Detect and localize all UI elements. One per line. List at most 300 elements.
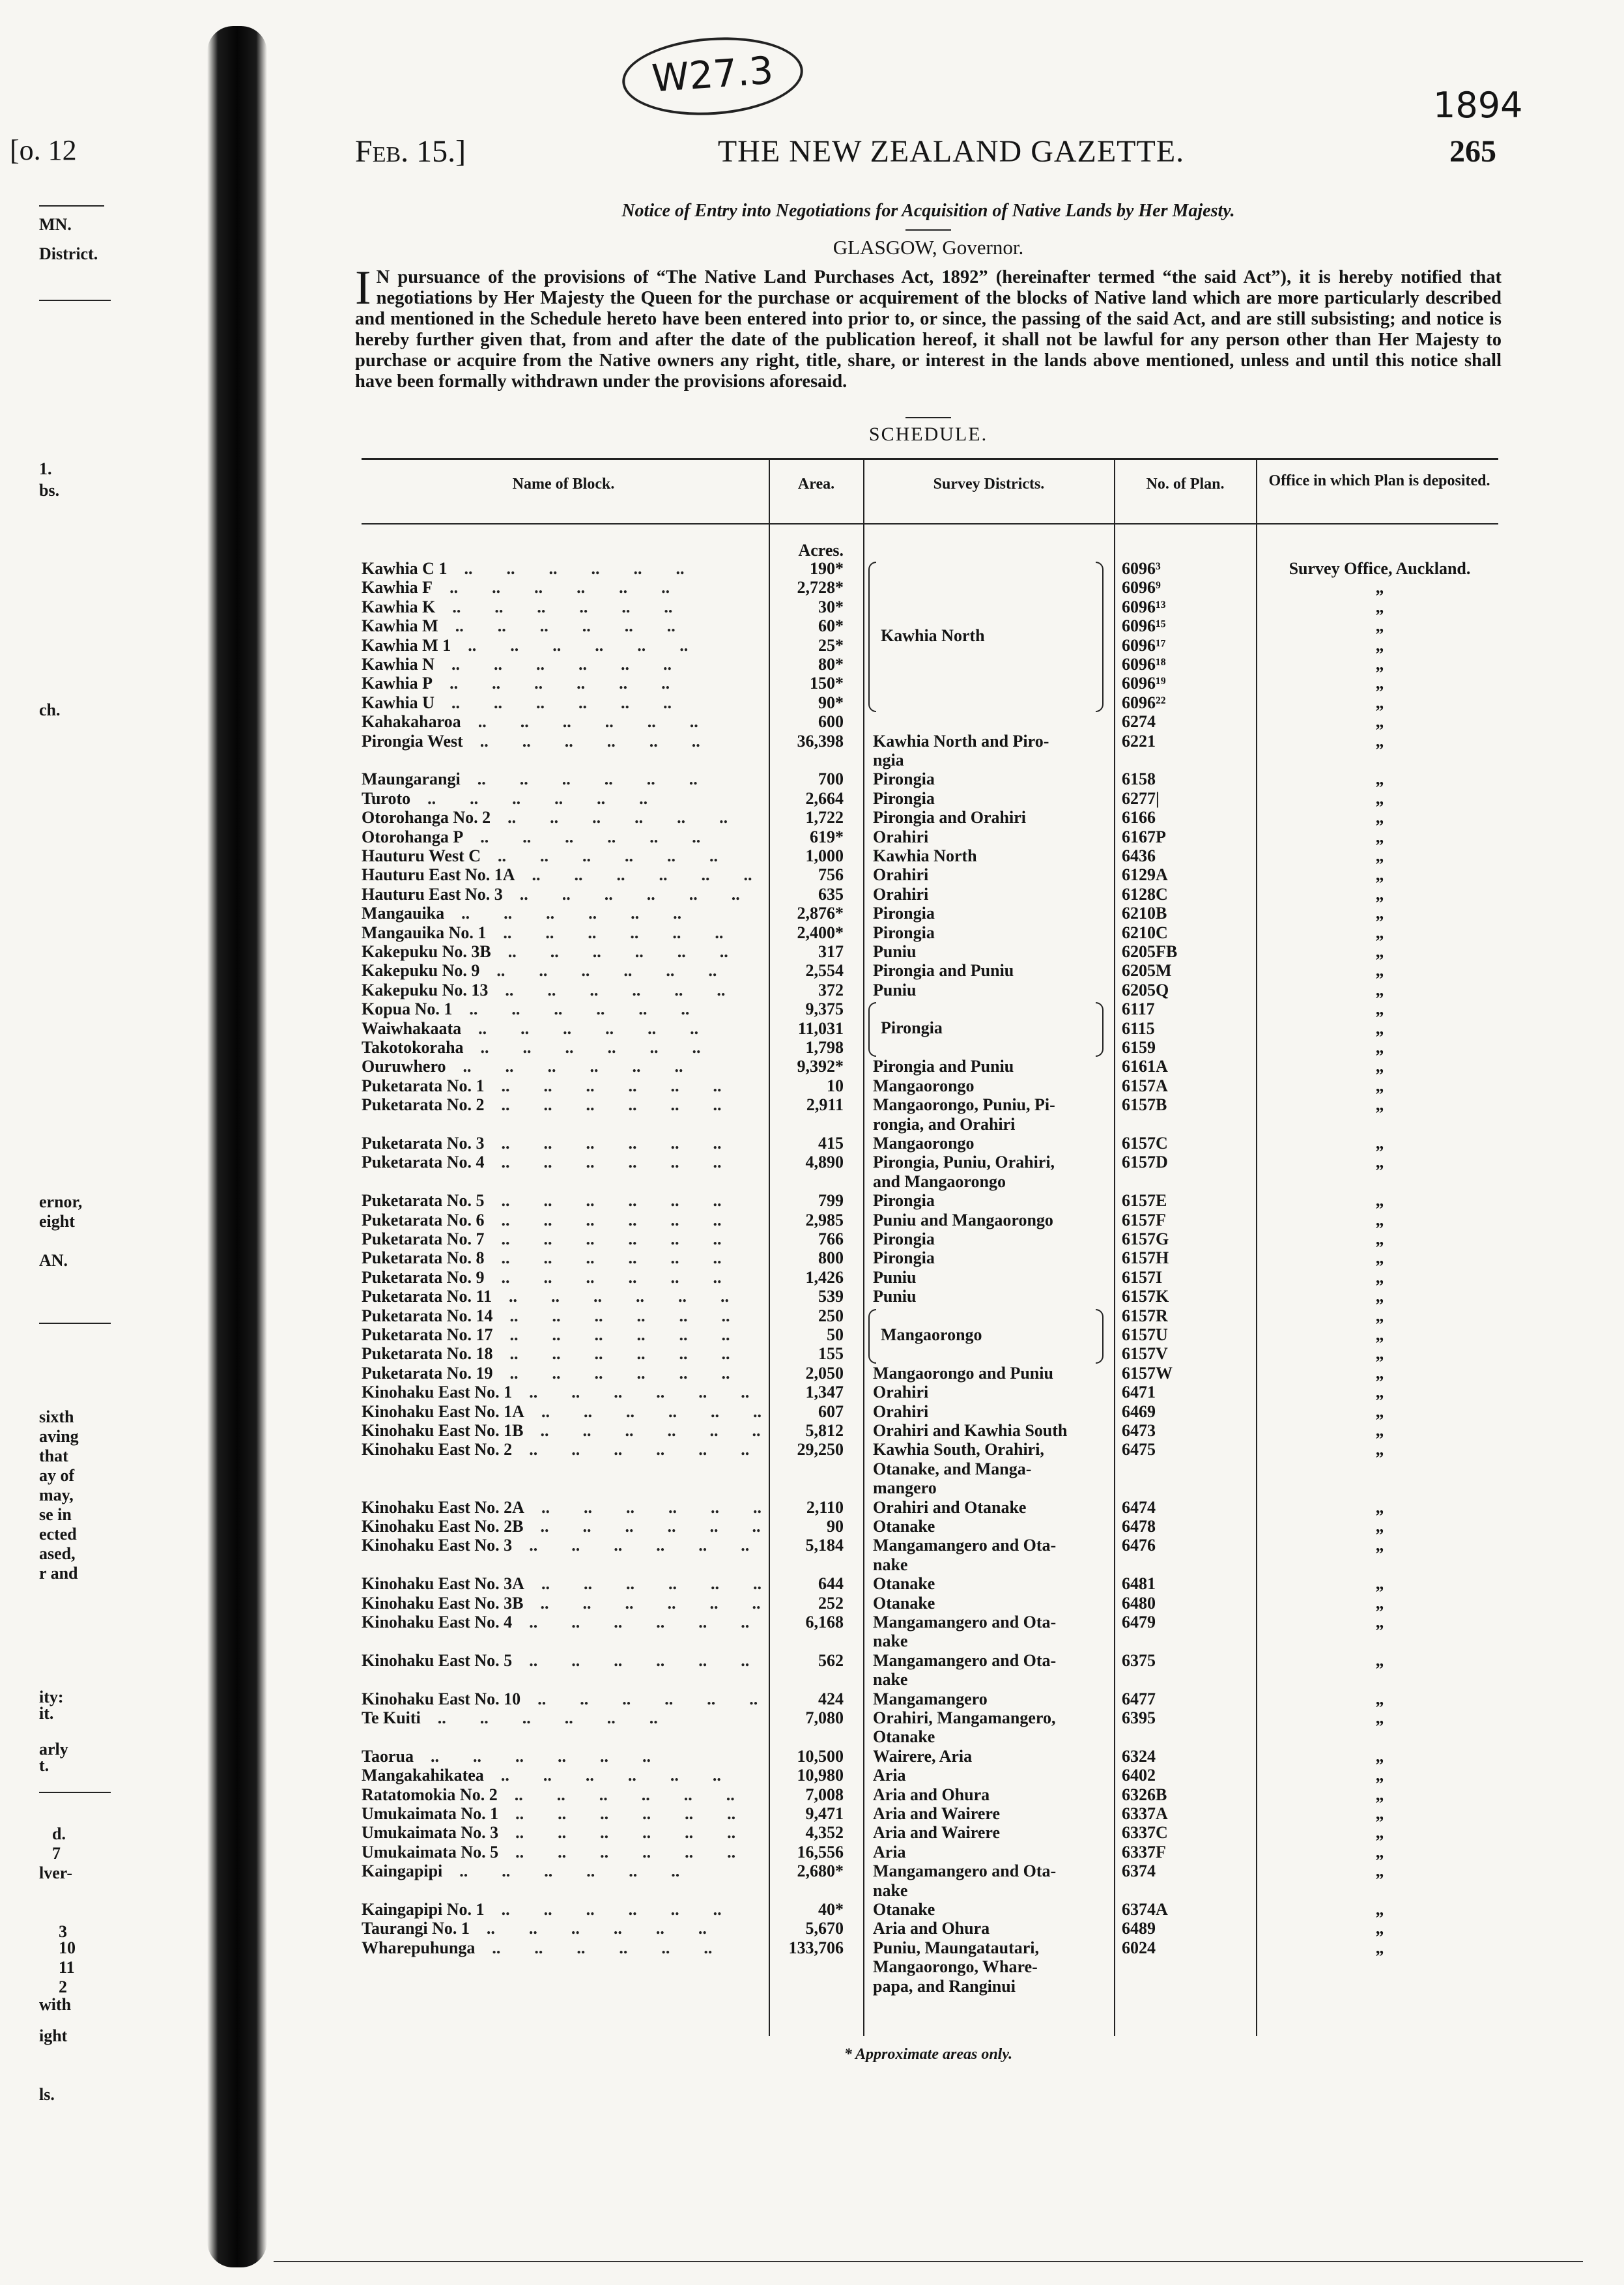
plan-number: 6324 [1122, 1746, 1156, 1766]
block-area: 562 [818, 1650, 844, 1670]
brace-right [1096, 562, 1104, 712]
office-deposited: „ [1375, 1861, 1384, 1881]
office-deposited: „ [1375, 1900, 1384, 1919]
plan-number: 6096¹⁵ [1122, 616, 1166, 636]
block-area: 317 [818, 942, 844, 961]
block-name [362, 1938, 765, 1958]
office-deposited: „ [1375, 1306, 1384, 1325]
survey-district: Kawhia North [873, 846, 977, 865]
office-deposited: „ [1375, 808, 1384, 827]
plan-number: 6205Q [1122, 980, 1169, 999]
plan-number: 6167P [1122, 827, 1166, 846]
office-deposited: „ [1375, 1938, 1384, 1957]
margin-fragment: District. [39, 244, 98, 263]
block-name [362, 808, 765, 827]
plan-number: 6481 [1122, 1574, 1156, 1594]
margin-fragment: AN. [39, 1251, 68, 1270]
office-deposited: „ [1375, 1766, 1384, 1785]
margin-fragment: lver- [39, 1863, 72, 1882]
plan-number: 6277| [1122, 788, 1160, 808]
block-name [362, 961, 765, 981]
survey-district: Puniu [873, 980, 917, 999]
block-name [362, 789, 765, 809]
block-area: 190* [810, 559, 844, 578]
survey-district: Pirongia [873, 1229, 935, 1248]
plan-number: 6480 [1122, 1593, 1156, 1613]
block-name-text: Puketarata No. 18 [362, 1344, 493, 1364]
leader-dots: .. .. .. .. .. .. [486, 923, 724, 942]
block-area: 2,664 [805, 788, 844, 808]
office-deposited: „ [1375, 980, 1384, 999]
block-name [362, 1095, 765, 1115]
office-deposited: „ [1375, 597, 1384, 616]
leader-dots: .. .. .. .. .. .. [484, 1134, 722, 1153]
leader-dots: .. .. .. .. .. .. [483, 1766, 721, 1785]
survey-district: Pirongia and Orahiri [873, 808, 1026, 827]
margin-fragment: may, [39, 1486, 74, 1504]
margin-fragment: arly [39, 1740, 68, 1759]
block-area: 7,080 [805, 1708, 844, 1727]
block-name [362, 1766, 765, 1785]
plan-number: 6489 [1122, 1919, 1156, 1938]
margin-fragment: ay of [39, 1466, 75, 1485]
plan-number: 6157G [1122, 1229, 1169, 1248]
block-name-text: Puketarata No. 3 [362, 1134, 485, 1153]
block-name [362, 1325, 765, 1345]
block-name [362, 1268, 765, 1287]
block-name [362, 904, 765, 923]
survey-district: Orahiri [873, 884, 929, 904]
leader-dots: .. .. .. .. .. .. [463, 731, 700, 751]
survey-district: Otanake [873, 1900, 935, 1919]
survey-district: Orahiri and Kawhia South [873, 1421, 1068, 1440]
block-name [362, 1594, 765, 1613]
block-name-text: Mangakahikatea [362, 1766, 484, 1785]
plan-number: 6157U [1122, 1325, 1168, 1344]
margin-fragment: ected [39, 1525, 77, 1544]
office-deposited: „ [1375, 769, 1384, 789]
block-name [362, 1613, 765, 1632]
block-area: 607 [818, 1401, 844, 1421]
block-name [362, 1517, 765, 1536]
leader-dots: .. .. .. .. .. .. [492, 1344, 730, 1364]
block-area: 30* [818, 597, 844, 616]
block-area: 372 [818, 980, 844, 999]
leader-dots: .. .. .. .. .. .. [497, 1785, 735, 1804]
block-name-text: Kopua No. 1 [362, 999, 453, 1019]
plan-number: 6157R [1122, 1306, 1168, 1325]
block-name [362, 559, 765, 579]
plan-number: 6159 [1122, 1038, 1156, 1057]
header-plan-number: No. of Plan. [1146, 476, 1225, 493]
block-area: 700 [818, 769, 844, 789]
block-name [362, 1689, 765, 1709]
leader-dots: .. .. .. .. .. .. [484, 1153, 722, 1172]
survey-district: nake [873, 1631, 908, 1651]
block-name [362, 1498, 765, 1517]
block-name-text: Wharepuhunga [362, 1938, 476, 1957]
block-name-text: Kawhia K [362, 597, 436, 616]
block-name [362, 1134, 765, 1153]
leader-dots: .. .. .. .. .. .. [512, 1440, 750, 1459]
plan-number: 6210B [1122, 904, 1167, 923]
block-area: 36,398 [797, 731, 844, 751]
table-header-rule [362, 523, 1498, 525]
block-area: 10 [827, 1076, 844, 1095]
office-deposited: „ [1375, 1497, 1384, 1517]
leader-dots: .. .. .. .. .. .. [512, 1613, 750, 1631]
divider [905, 229, 951, 231]
office-deposited: „ [1375, 1076, 1384, 1095]
office-deposited: „ [1375, 1517, 1384, 1536]
plan-number: 6096¹³ [1122, 597, 1166, 616]
survey-district: Otanake [873, 1727, 935, 1747]
block-area: 1,347 [805, 1383, 844, 1402]
block-name-text: Ouruwhero [362, 1057, 446, 1076]
block-name-text: Kinohaku East No. 1A [362, 1401, 524, 1421]
office-deposited: „ [1375, 1823, 1384, 1843]
block-name [362, 732, 765, 751]
block-name-text: Takotokoraha [362, 1038, 464, 1057]
plan-number: 6479 [1122, 1613, 1156, 1631]
plan-number: 6274 [1122, 712, 1156, 732]
header-area: Area. [797, 476, 835, 493]
block-name [362, 1440, 765, 1459]
block-area: 40* [818, 1900, 844, 1919]
office-deposited: „ [1375, 1536, 1384, 1555]
leader-dots: .. .. .. .. .. .. [469, 1919, 707, 1938]
plan-number: 6221 [1122, 731, 1156, 751]
block-name [362, 1861, 765, 1881]
block-area: 644 [818, 1574, 844, 1594]
survey-district: Otanake [873, 1593, 935, 1613]
margin-fragment: ch. [39, 700, 61, 719]
block-name-text: Taurangi No. 1 [362, 1919, 470, 1938]
block-name [362, 1747, 765, 1766]
column-rule [1114, 459, 1115, 2036]
block-name [362, 1651, 765, 1671]
plan-number: 6157C [1122, 1134, 1168, 1153]
leader-dots: .. .. .. .. .. .. [481, 846, 718, 865]
leader-dots: .. .. .. .. .. .. [498, 1804, 736, 1823]
block-area: 150* [810, 674, 844, 693]
leader-dots: .. .. .. .. .. .. [442, 1861, 680, 1881]
block-name-text: Kinohaku East No. 2A [362, 1497, 524, 1517]
block-name [362, 1229, 765, 1249]
block-area: 5,670 [805, 1919, 844, 1938]
plan-number: 6478 [1122, 1517, 1156, 1536]
block-name [362, 712, 765, 732]
block-name [362, 1785, 765, 1805]
block-name-text: Kinohaku East No. 1B [362, 1421, 524, 1440]
block-area: 415 [818, 1134, 844, 1153]
block-name [362, 827, 765, 847]
plan-number: 6096¹⁹ [1122, 674, 1166, 693]
block-area: 6,168 [805, 1613, 844, 1631]
office-deposited: „ [1375, 1248, 1384, 1268]
block-name-text: Puketarata No. 17 [362, 1325, 493, 1344]
block-area: 424 [818, 1689, 844, 1708]
brace-group-label: Kawhia North [881, 625, 985, 645]
margin-fragment: ight [39, 2026, 68, 2045]
office-deposited: „ [1375, 578, 1384, 597]
leader-dots: .. .. .. .. .. .. [484, 1191, 722, 1211]
leader-dots: .. .. .. .. .. .. [492, 1325, 730, 1344]
block-name-text: Waiwhakaata [362, 1018, 462, 1038]
table-top-rule [362, 458, 1498, 460]
margin-fragment: ased, [39, 1544, 76, 1563]
leader-dots: .. .. .. .. .. .. [484, 1210, 722, 1229]
office-deposited: „ [1375, 1229, 1384, 1248]
survey-district: Pirongia [873, 923, 935, 942]
block-area: 766 [818, 1229, 844, 1248]
block-name-text: Taorua [362, 1746, 414, 1766]
block-name [362, 1364, 765, 1383]
survey-district: Mangamangero and Ota- [873, 1650, 1057, 1670]
office-deposited: „ [1375, 865, 1384, 885]
leader-dots: .. .. .. .. .. .. [488, 980, 726, 999]
office-deposited: „ [1375, 1057, 1384, 1076]
leader-dots: .. .. .. .. .. .. [410, 788, 648, 808]
office-deposited: „ [1375, 1804, 1384, 1823]
block-name-text: Maungarangi [362, 769, 461, 789]
survey-district: Aria [873, 1842, 906, 1861]
leader-dots: .. .. .. .. .. .. [524, 1497, 762, 1517]
plan-number: 6205FB [1122, 942, 1178, 961]
office-deposited: „ [1375, 923, 1384, 942]
plan-number: 6157H [1122, 1248, 1169, 1268]
plan-number: 6157V [1122, 1344, 1168, 1364]
plan-number: 6161A [1122, 1057, 1168, 1076]
preamble-paragraph [355, 261, 1502, 392]
survey-district: Kawhia South, Orahiri, [873, 1440, 1044, 1459]
footnote: * Approximate areas only. [844, 2046, 1013, 2063]
block-area: 90 [827, 1517, 844, 1536]
drop-cap: I [355, 261, 371, 315]
office-deposited: „ [1375, 961, 1384, 981]
area-unit: Acres. [798, 541, 844, 560]
block-name [362, 655, 765, 674]
block-name-text: Puketarata No. 11 [362, 1287, 492, 1306]
block-name-text: Kinohaku East No. 1 [362, 1383, 513, 1402]
survey-district: Pirongia [873, 904, 935, 923]
survey-district: Mangaorongo, Whare- [873, 1957, 1038, 1977]
survey-district: Wairere, Aria [873, 1746, 973, 1766]
plan-number: 6157K [1122, 1287, 1169, 1306]
leader-dots: .. .. .. .. .. .. [492, 1287, 730, 1306]
leader-dots: .. .. .. .. .. .. [498, 1842, 736, 1861]
block-name [362, 1019, 765, 1039]
brace-right [1096, 1309, 1104, 1364]
leader-dots: .. .. .. .. .. .. [479, 961, 717, 981]
survey-district: Aria and Ohura [873, 1785, 990, 1804]
plan-number: 6474 [1122, 1497, 1156, 1517]
leader-dots: .. .. .. .. .. .. [484, 1248, 722, 1268]
block-name-text: Puketarata No. 9 [362, 1267, 485, 1287]
block-area: 16,556 [797, 1842, 844, 1861]
leader-dots: .. .. .. .. .. .. [484, 1267, 722, 1287]
office-deposited: „ [1375, 1134, 1384, 1153]
block-name [362, 1038, 765, 1057]
block-area: 2,680* [797, 1861, 844, 1881]
leader-dots: .. .. .. .. .. .. [498, 1823, 736, 1843]
block-name [362, 1057, 765, 1076]
survey-district: and Mangaorongo [873, 1171, 1006, 1191]
leader-dots: .. .. .. .. .. .. [515, 865, 752, 885]
block-name-text: Mangauika No. 1 [362, 923, 487, 942]
block-area: 60* [818, 616, 844, 636]
office-deposited: „ [1375, 1574, 1384, 1594]
survey-district: Pirongia [873, 769, 935, 789]
block-name-text: Puketarata No. 8 [362, 1248, 485, 1268]
block-area: 25* [818, 635, 844, 655]
header-date: Feb. 15.] [355, 134, 466, 169]
survey-district: Mangaorongo, Puniu, Pi- [873, 1095, 1055, 1115]
leader-dots: .. .. .. .. .. .. [512, 1383, 750, 1402]
margin-fragment: 2 [59, 1977, 67, 1996]
block-name [362, 1076, 765, 1096]
block-name-text: Kinohaku East No. 2 [362, 1440, 513, 1459]
plan-number: 6158 [1122, 769, 1156, 789]
block-name-text: Ratatomokia No. 2 [362, 1785, 498, 1804]
leader-dots: .. .. .. .. .. .. [512, 1536, 750, 1555]
plan-number: 6096⁹ [1122, 578, 1161, 597]
block-name-text: Kinohaku East No. 10 [362, 1689, 521, 1708]
block-name [362, 1344, 765, 1364]
office-deposited: Survey Office, Auckland. [1289, 559, 1471, 578]
office-deposited: „ [1375, 712, 1384, 732]
margin-fragment: sixth [39, 1407, 74, 1426]
margin-fragment: d. [52, 1824, 66, 1843]
plan-number: 6128C [1122, 884, 1168, 904]
page-bottom-rule [274, 2261, 1583, 2262]
block-name-text: Otorohanga No. 2 [362, 808, 491, 827]
block-name-text: Kawhia C 1 [362, 559, 448, 578]
office-deposited: „ [1375, 999, 1384, 1019]
leader-dots: .. .. .. .. .. .. [512, 1650, 750, 1670]
office-deposited: „ [1375, 1038, 1384, 1057]
plan-number: 6096³ [1122, 559, 1161, 578]
leader-dots: .. .. .. .. .. .. [434, 693, 672, 712]
block-name [362, 1248, 765, 1268]
survey-district: Orahiri [873, 1401, 929, 1421]
block-area: 619* [810, 827, 844, 846]
leader-dots: .. .. .. .. .. .. [492, 1363, 730, 1383]
block-area: 10,500 [797, 1746, 844, 1766]
plan-number: 6476 [1122, 1536, 1156, 1555]
leader-dots: .. .. .. .. .. .. [451, 635, 689, 655]
leader-dots: .. .. .. .. .. .. [435, 597, 673, 616]
block-name [362, 1574, 765, 1594]
brace-left [868, 1309, 876, 1364]
block-name-text: Puketarata No. 14 [362, 1306, 493, 1325]
survey-district: Pirongia [873, 1191, 935, 1211]
office-deposited: „ [1375, 1210, 1384, 1229]
survey-district: Mangaorongo [873, 1076, 975, 1095]
header-name-of-block: Name of Block. [512, 476, 615, 493]
block-name [362, 1211, 765, 1230]
office-deposited: „ [1375, 1344, 1384, 1364]
survey-district: Aria and Wairere [873, 1804, 1000, 1823]
margin-rule [39, 1792, 111, 1793]
block-name-text: Kinohaku East No. 4 [362, 1613, 513, 1631]
block-area: 2,985 [805, 1210, 844, 1229]
margin-fragment: t. [39, 1756, 50, 1775]
block-area: 7,008 [805, 1785, 844, 1804]
survey-district: nake [873, 1670, 908, 1689]
block-name-text: Kinohaku East No. 5 [362, 1650, 513, 1670]
block-name [362, 769, 765, 789]
block-name [362, 923, 765, 943]
office-deposited: „ [1375, 1785, 1384, 1804]
block-area: 50 [827, 1325, 844, 1344]
plan-number: 6129A [1122, 865, 1168, 885]
block-name-text: Kahakaharoa [362, 712, 461, 732]
page-number: 265 [1449, 134, 1496, 169]
block-name-text: Puketarata No. 5 [362, 1191, 485, 1211]
survey-district: Pirongia and Puniu [873, 961, 1014, 981]
margin-fragment: with [39, 1995, 72, 2014]
block-name [362, 885, 765, 904]
block-name [362, 981, 765, 1000]
margin-fragment: r and [39, 1564, 78, 1583]
survey-district: Puniu [873, 942, 917, 961]
plan-number: 6395 [1122, 1708, 1156, 1727]
margin-fragment: bs. [39, 481, 60, 500]
leader-dots: .. .. .. .. .. .. [492, 1306, 730, 1325]
block-area: 2,400* [797, 923, 844, 942]
plan-number: 6157E [1122, 1191, 1167, 1211]
plan-number: 6205M [1122, 961, 1172, 981]
margin-fragment: 7 [52, 1844, 61, 1863]
block-name-text: Kawhia M [362, 616, 438, 636]
office-deposited: „ [1375, 904, 1384, 923]
block-name-text: Puketarata No. 2 [362, 1095, 485, 1115]
plan-number: 6469 [1122, 1401, 1156, 1421]
office-deposited: „ [1375, 1383, 1384, 1402]
governor-signature: GLASGOW, Governor. [833, 236, 1024, 259]
block-name-text: Puketarata No. 7 [362, 1229, 485, 1248]
block-area: 1,000 [805, 846, 844, 865]
block-name [362, 1708, 765, 1728]
block-name [362, 1287, 765, 1306]
leader-dots: .. .. .. .. .. .. [463, 827, 701, 846]
block-name-text: Kaingapipi [362, 1861, 443, 1881]
leader-dots: .. .. .. .. .. .. [484, 1076, 722, 1095]
block-area: 2,876* [797, 904, 844, 923]
office-deposited: „ [1375, 1613, 1384, 1631]
leader-dots: .. .. .. .. .. .. [502, 884, 740, 904]
office-deposited: „ [1375, 674, 1384, 693]
plan-number: 6374 [1122, 1861, 1156, 1881]
survey-district: ngia [873, 751, 904, 769]
office-deposited: „ [1375, 1363, 1384, 1383]
margin-fragment: 3 [59, 1922, 67, 1941]
block-area: 800 [818, 1248, 844, 1268]
plan-number: 6477 [1122, 1689, 1156, 1708]
plan-number: 6166 [1122, 808, 1156, 827]
block-name-text: Umukaimata No. 5 [362, 1842, 499, 1861]
survey-district: Mangaorongo [873, 1134, 975, 1153]
plan-number: 6375 [1122, 1650, 1156, 1670]
survey-district: Otanake, and Manga- [873, 1459, 1032, 1478]
plan-number: 6157A [1122, 1076, 1168, 1095]
block-area: 9,471 [805, 1804, 844, 1823]
survey-district: Mangamangero and Ota- [873, 1861, 1057, 1881]
block-name-text: Kakepuku No. 13 [362, 980, 489, 999]
block-name-text: Puketarata No. 1 [362, 1076, 485, 1095]
leader-dots: .. .. .. .. .. .. [434, 655, 672, 674]
